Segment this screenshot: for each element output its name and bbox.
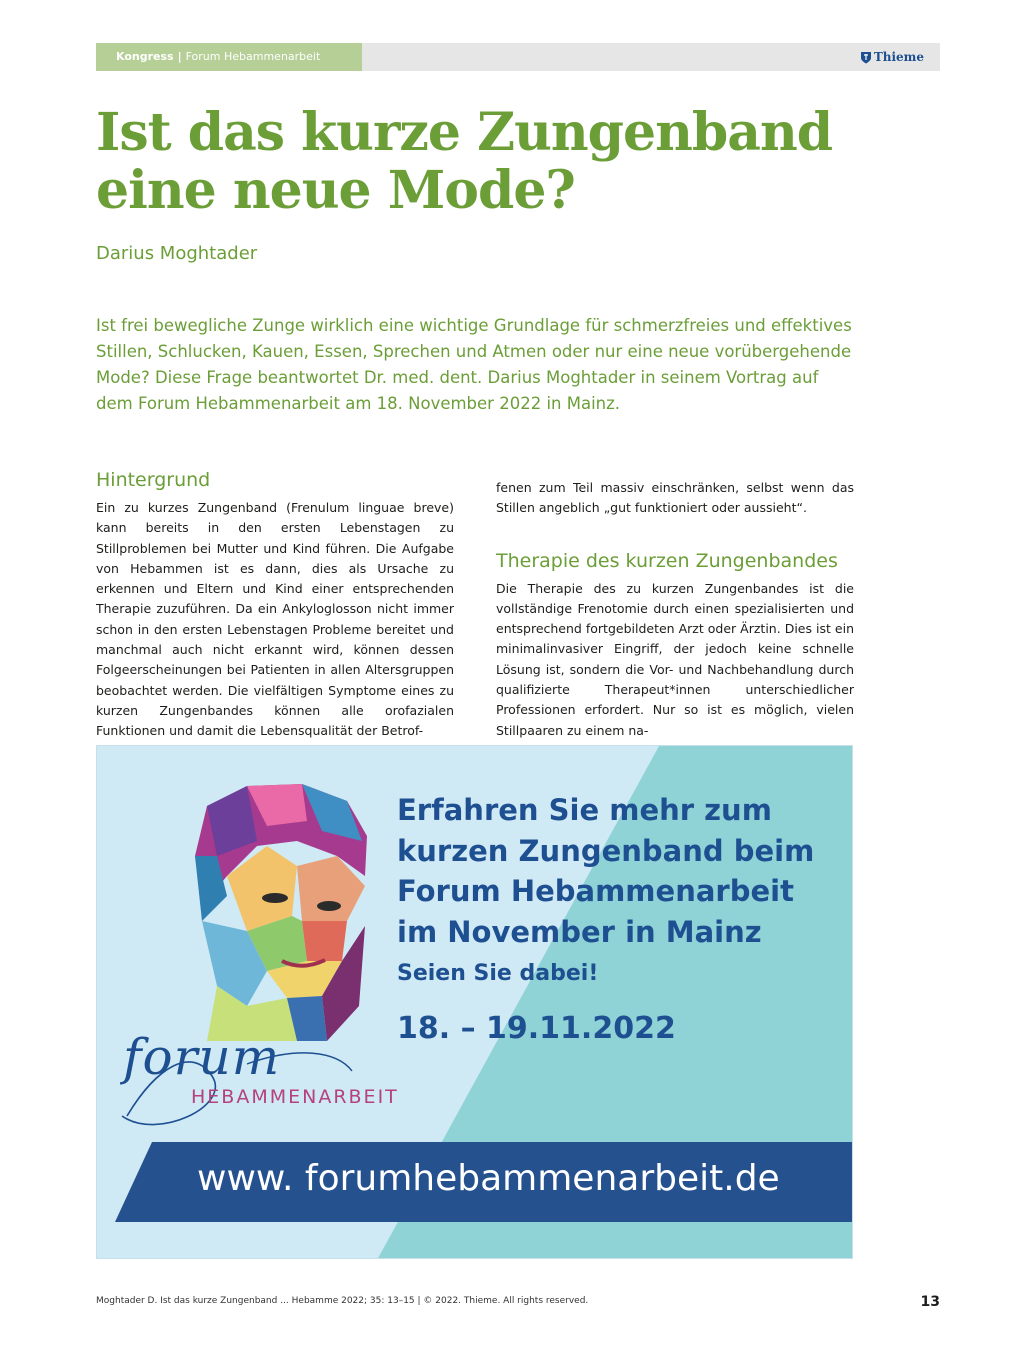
forum-logo-caption: HEBAMMENARBEIT <box>191 1086 399 1108</box>
section-heading-hintergrund: Hintergrund <box>96 469 211 491</box>
publisher-logo <box>860 43 924 71</box>
category-label: Kongress <box>116 50 174 63</box>
article-author: Darius Moghtader <box>96 243 258 264</box>
section-body-continued: fenen zum Teil massiv einschränken, selbst wenn das Stillen angeblich „gut funktioniert oder aussieht“. <box>496 480 854 516</box>
publisher-name: Thieme <box>873 50 924 64</box>
ad-headline: Erfahren Sie mehr zum kurzen Zungenband beim Forum Hebammenarbeit im November in Mainz <box>397 793 815 949</box>
portrait-illustration <box>195 784 367 1041</box>
section-body-hintergrund: Ein zu kurzes Zungenband (Frenulum linguae breve) kann bereits in den ersten Lebenstagen zu Stillproblemen bei Mutter und Kind führen. Die Aufgabe von Hebammen ist es dann, dies als Ursache zu erkennen und Eltern und Kind einer entsprechenden Therapie zuzuführen. Da ein Ankyloglosson nicht immer schon in den ersten Lebenstagen Probleme bereitet und manchmal auch nicht erkannt wird, können dessen Folgeerscheinungen bei Patienten in allen Altersgruppen beobachtet werden. Die vielfältigen Symptome eines zu kurzen Zungenbandes können alle orofazialen Funktionen und damit die Lebensqualität der Betrof- <box>96 500 454 739</box>
event-advertisement <box>96 745 853 1259</box>
title-line-2: eine neue Mode? <box>96 160 575 221</box>
article-title <box>96 104 916 220</box>
section-heading-therapie: Therapie des kurzen Zungenbandes <box>496 549 838 572</box>
text-column-left <box>96 466 454 742</box>
text-column-right <box>496 478 854 741</box>
citation-footer: Moghtader D. Ist das kurze Zungenband ... Hebamme 2022; 35: 13–15 | © 2022. Thieme. All rights reserved. <box>96 1296 589 1306</box>
section-label: Forum Hebammenarbeit <box>185 50 321 63</box>
title-line-1: Ist das kurze Zungenband <box>96 102 833 163</box>
ad-subline: Seien Sie dabei! <box>397 961 599 986</box>
event-website-link[interactable]: www. forumhebammenarbeit.de <box>197 1158 780 1199</box>
page-number: 13 <box>920 1294 940 1310</box>
event-date: 18. – 19.11.2022 <box>397 1011 676 1046</box>
forum-logo-script: forum <box>123 1028 281 1086</box>
category-tab <box>96 43 362 71</box>
thieme-crest-icon <box>860 51 872 64</box>
running-header <box>96 43 940 71</box>
section-body-therapie: Die Therapie des zu kurzen Zungenbandes ist die vollständige Frenotomie durch einen spezialisierten und entsprechend fortgebildeten Arzt oder Ärztin. Dies ist ein minimalinvasiver Eingriff, der jedoch keine schnelle Lösung ist, sondern die Vor- und Nachbehandlung durch qualifizierte Therapeut*innen unterschiedlicher Professionen erfordert. Nur so ist es möglich, vielen Stillpaaren zu einem na- <box>496 580 854 738</box>
article-lead: Ist frei bewegliche Zunge wirklich eine wichtige Grundlage für schmerzfreies und effektives Stillen, Schlucken, Kauen, Essen, Sprechen und Atmen oder nur eine neue vorübergehende Mode? Diese Frage beantwortet Dr. med. dent. Darius Moghtader in seinem Vortrag auf dem Forum Hebammenarbeit am 18. November 2022 in Mainz. <box>96 316 852 413</box>
header-separator: | <box>177 50 182 63</box>
